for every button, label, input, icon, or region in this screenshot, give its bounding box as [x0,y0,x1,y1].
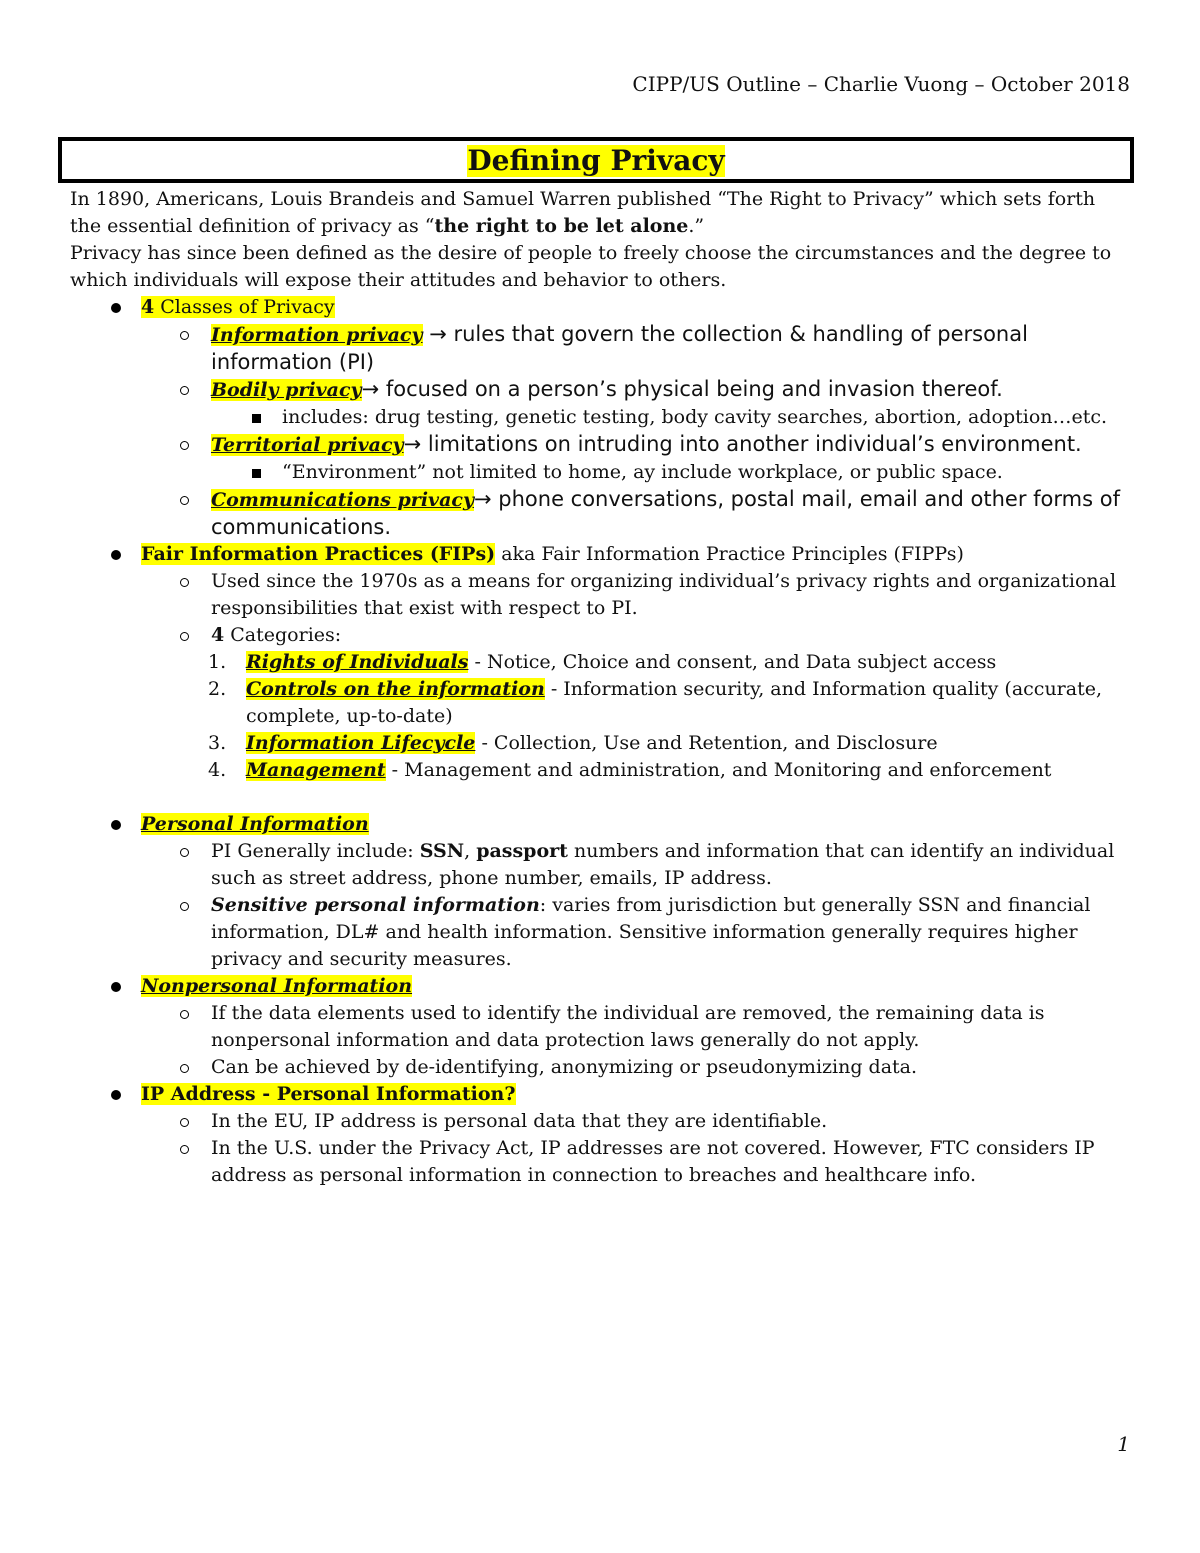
list-item-nonpersonal-2: Can be achieved by de-identifying, anonymizing or pseudonymizing data. [70,1054,1130,1081]
circle-bullet-icon [180,1118,189,1127]
circle-bullet-icon [180,441,189,450]
list-item-territorial-privacy: Territorial privacy→ limitations on intruding into another individual’s environment. [70,431,1130,459]
fips-category-item: 1. Rights of Individuals - Notice, Choice and consent, and Data subject access [208,651,997,673]
list-item-fips: Fair Information Practices (FIPs) aka Fair Information Practice Principles (FIPPs) [70,541,1130,568]
list-item-nonpersonal-1: If the data elements used to identify the individual are removed, the remaining data is nonpersonal information and data protection laws generally do not apply. [70,1000,1130,1054]
circle-bullet-icon [180,1064,189,1073]
square-bullet-icon [252,414,261,423]
fips-category-item: 3. Information Lifecycle - Collection, Use and Retention, and Disclosure [208,732,938,754]
title-box [58,137,1134,183]
intro-paragraph-2: Privacy has since been defined as the desire of people to freely choose the circumstances and the degree to which individuals will expose their attitudes and behavior to others. [70,242,1112,291]
circle-bullet-icon [180,1145,189,1154]
page-title: Defining Privacy [467,144,725,177]
right-to-be-let-alone: the right to be let alone [434,215,689,237]
fips-category-item: 2. Controls on the information - Information security, and Information quality (accurate, complete, up-to-date) [208,678,1103,727]
circle-bullet-icon [180,386,189,395]
list-item-sensitive-pi: Sensitive personal information: varies from jurisdiction but generally SSN and financial information, DL# and health information. Sensitive information generally requires higher privacy and security measures. [70,892,1130,973]
circle-bullet-icon [180,578,189,587]
list-item-ip-eu: In the EU, IP address is personal data that they are identifiable. [70,1108,1130,1135]
bullet-icon [111,303,121,313]
list-item-communications-privacy: Communications privacy→ phone conversations, postal mail, email and other forms of communications. [70,486,1130,541]
circle-bullet-icon [180,848,189,857]
list-item-nonpersonal-information: Nonpersonal Information [70,973,1130,1000]
square-bullet-icon [252,469,261,478]
circle-bullet-icon [180,632,189,641]
circle-bullet-icon [180,1010,189,1019]
circle-bullet-icon [180,331,189,340]
list-item-ip-address: IP Address - Personal Information? [70,1081,1130,1108]
circle-bullet-icon [180,496,189,505]
list-item-pi-general: PI Generally include: SSN, passport numbers and information that can identify an individual such as street address, phone number, emails, IP address. [70,838,1130,892]
intro-paragraph-1: In 1890, Americans, Louis Brandeis and Samuel Warren published “The Right to Privacy” which sets forth the essential definition of privacy as “the right to be let alone.” [70,188,1096,237]
list-item-ip-us: In the U.S. under the Privacy Act, IP addresses are not covered. However, FTC considers IP address as personal information in connection to breaches and healthcare info. [70,1135,1130,1189]
list-item-territorial-sub: “Environment” not limited to home, ay include workplace, or public space. [70,459,1130,486]
bullet-icon [111,1090,121,1100]
list-item-bodily-sub: includes: drug testing, genetic testing, body cavity searches, abortion, adoption…etc. [70,404,1130,431]
list-item-personal-information: Personal Information [70,811,1130,838]
document-body [70,186,1130,1189]
page-header: CIPP/US Outline – Charlie Vuong – October 2018 [632,72,1130,96]
fips-category-item: 4. Management - Management and administration, and Monitoring and enforcement [208,759,1052,781]
list-item-classes: 4 Classes of Privacy [70,294,1130,321]
page-number: 1 [1117,1432,1130,1456]
bullet-icon [111,820,121,830]
list-item-fips-used: Used since the 1970s as a means for organizing individual’s privacy rights and organizational responsibilities that exist with respect to PI. [70,568,1130,622]
list-item-fips-categories: 4 Categories: [70,622,1130,649]
list-item-bodily-privacy: Bodily privacy→ focused on a person’s physical being and invasion thereof. [70,376,1130,404]
bullet-icon [111,982,121,992]
bullet-icon [111,550,121,560]
list-item-information-privacy: Information privacy → rules that govern the collection & handling of personal information (PI) [70,321,1130,376]
circle-bullet-icon [180,902,189,911]
